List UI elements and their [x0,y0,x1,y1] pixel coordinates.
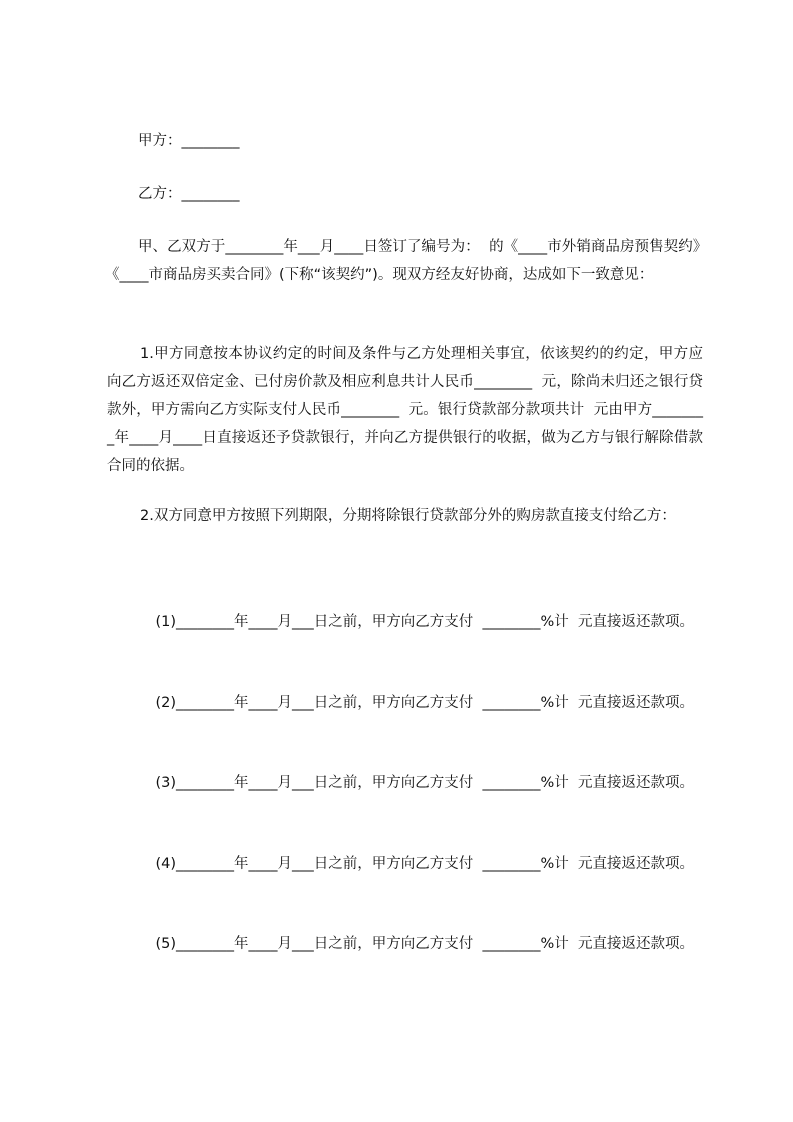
installment-label: (2) [155,695,176,711]
installment-text: ________年____月___日之前，甲方向乙方支付 ________%计 元直接返还款项。 [175,936,694,952]
installment-label: (3) [155,775,176,791]
installment-item [105,822,703,906]
installment-item [105,902,703,986]
installment-item [105,661,703,745]
installment-item [105,580,703,664]
installment-text: ________年____月___日之前，甲方向乙方支付 ________%计 元直接返还款项。 [175,856,694,872]
party-a-line: 甲方：________ [138,133,240,149]
installment-text: ________年____月___日之前，甲方向乙方支付 ________%计 元直接返还款项。 [175,775,694,791]
installment-text: ________年____月___日之前，甲方向乙方支付 ________%计 元直接返还款项。 [175,614,694,630]
installment-label: (1) [155,614,176,630]
clause-2-paragraph: 2.双方同意甲方按照下列期限，分期将除银行贷款部分外的购房款直接支付给乙方： [140,508,676,524]
installment-label: (5) [155,936,176,952]
installment-item [105,741,703,825]
party-b-line: 乙方：________ [138,186,240,202]
installment-text: ________年____月___日之前，甲方向乙方支付 ________%计 元直接返还款项。 [175,695,694,711]
intro-paragraph: 甲、乙双方于________年___月____日签订了编号为： 的《____市外销商品房预售契约》《____市商品房买卖合同》(下称“该契约”)。现双方经友好协商，达成如下一致意见： [105,239,700,283]
clause-1-paragraph: 1.甲方同意按本协议约定的时间及条件与乙方处理相关事宜，依该契约的约定，甲方应向乙方返还双倍定金、已付房价款及相应利息共计人民币________ 元，除尚未归还之银行贷款外，甲方需向乙方实际支付人民币________ 元。银行贷款部分款项共计 元由甲方________年____月____日直接返还予贷款银行，并向乙方提供银行的收据，做为乙方与银行解除借款合同的依据。 [107,346,703,474]
installment-label: (4) [155,856,176,872]
